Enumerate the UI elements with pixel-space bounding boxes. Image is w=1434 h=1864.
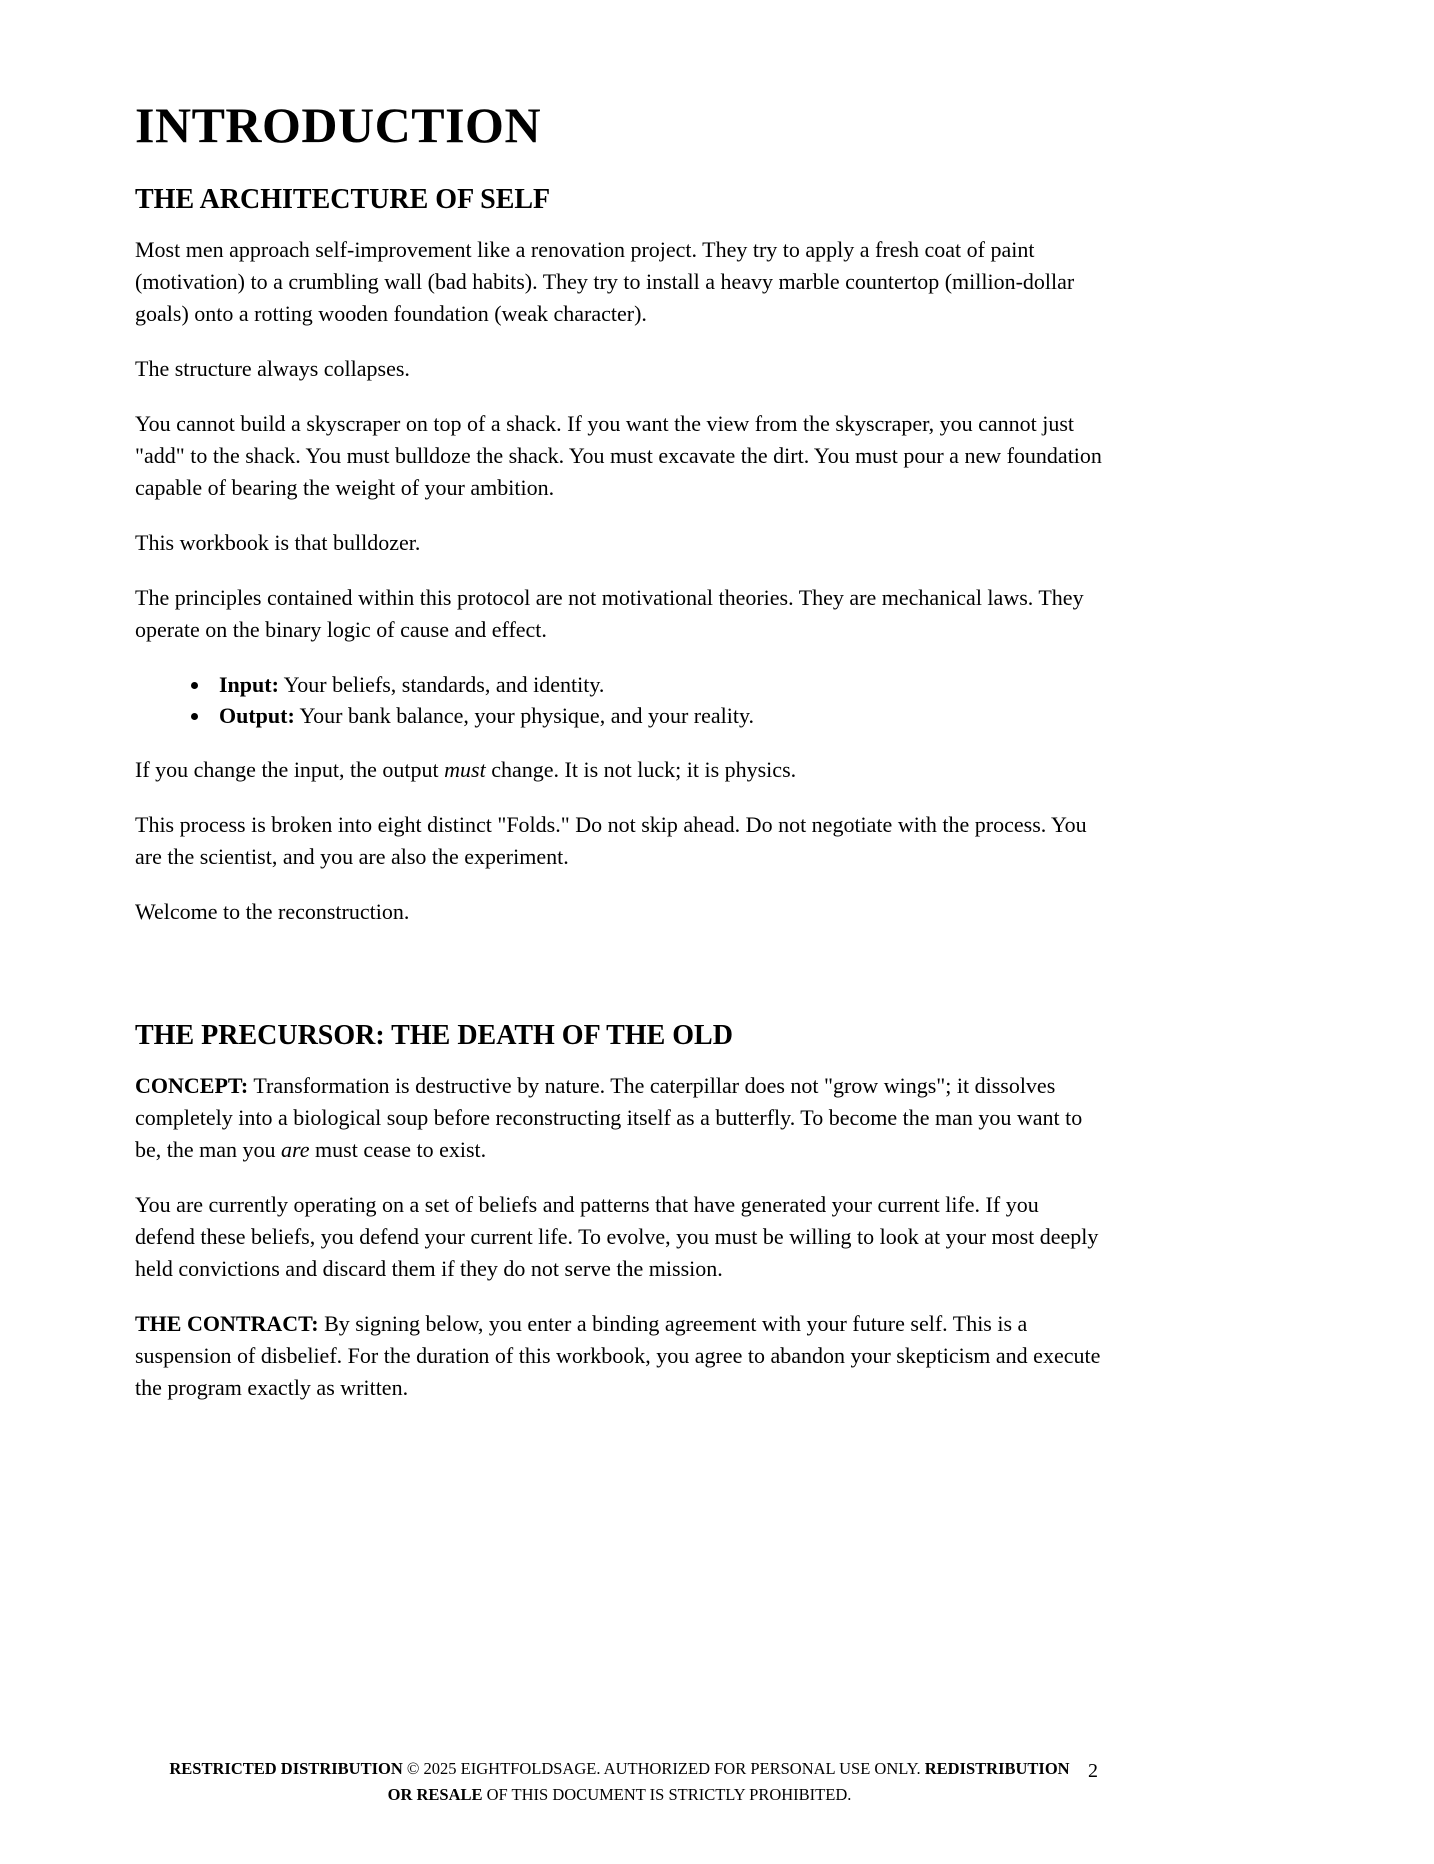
- text-segment: must cease to exist.: [309, 1137, 487, 1162]
- bullet-item: [211, 669, 1104, 700]
- text-segment: Your bank balance, your physique, and your reality.: [294, 703, 755, 728]
- text-segment: must: [444, 757, 486, 782]
- footer-notice: [135, 1756, 1104, 1808]
- text-segment: Transformation is destructive by nature. The caterpillar does not "grow wings"; it dissolves completely into a biological soup before reconstructing itself as a butterfly. To become the man you want to be, the man you: [135, 1073, 1083, 1162]
- text-segment: Input:: [219, 672, 279, 697]
- text-segment: This workbook is that bulldozer.: [135, 530, 421, 555]
- text-segment: You are currently operating on a set of beliefs and patterns that have generated your current life. If you defend these beliefs, you defend your current life. To evolve, you must be willing to look at your most deeply held convictions and discard them if they do not serve the mission.: [135, 1192, 1099, 1281]
- text-segment: CONCEPT:: [135, 1073, 249, 1098]
- bullet-list: [135, 669, 1104, 731]
- page-number: 2: [1088, 1760, 1098, 1782]
- text-segment: Your beliefs, standards, and identity.: [278, 672, 605, 697]
- paragraph: [135, 353, 1104, 385]
- text-segment: If you change the input, the output: [135, 757, 445, 782]
- text-segment: This process is broken into eight distinct "Folds." Do not skip ahead. Do not negotiate with the process. You are the scientist, and you are also the experiment.: [135, 812, 1087, 869]
- text-segment: The structure always collapses.: [135, 356, 410, 381]
- paragraph: [135, 234, 1104, 330]
- page-footer: [135, 1756, 1104, 1808]
- section-heading-architecture-of-self: THE ARCHITECTURE OF SELF: [135, 184, 551, 215]
- text-segment: You cannot build a skyscraper on top of a shack. If you want the view from the skyscraper, you cannot just "add" to the shack. You must bulldoze the shack. You must excavate the dirt. You must pour a new foundation capable of bearing the weight of your ambition.: [135, 411, 1102, 500]
- text-segment: Output:: [219, 703, 295, 728]
- paragraph: [135, 809, 1104, 873]
- text-segment: OF THIS DOCUMENT IS STRICTLY PROHIBITED.: [482, 1785, 852, 1804]
- text-segment: Welcome to the reconstruction.: [135, 899, 410, 924]
- paragraph: [135, 582, 1104, 646]
- paragraph: [135, 1070, 1104, 1166]
- page-title: INTRODUCTION: [135, 97, 542, 153]
- text-segment: By signing below, you enter a binding agreement with your future self. This is a suspension of disbelief. For the duration of this workbook, you agree to abandon your skepticism and execute the program exactly as written.: [135, 1311, 1101, 1400]
- text-segment: RESTRICTED DISTRIBUTION: [169, 1759, 403, 1778]
- text-segment: The principles contained within this protocol are not motivational theories. They are mechanical laws. They operate on the binary logic of cause and effect.: [135, 585, 1084, 642]
- text-segment: are: [281, 1137, 310, 1162]
- document-body: [135, 182, 1104, 1404]
- text-segment: THE CONTRACT:: [135, 1311, 319, 1336]
- paragraph: [135, 896, 1104, 928]
- text-segment: change. It is not luck; it is physics.: [485, 757, 797, 782]
- text-segment: © 2025 EIGHTFOLDSAGE. AUTHORIZED FOR PERSONAL USE ONLY.: [402, 1759, 925, 1778]
- text-segment: Most men approach self-improvement like a renovation project. They try to apply a fresh coat of paint (motivation) to a crumbling wall (bad habits). They try to install a heavy marble countertop (million-dollar goals) onto a rotting wooden foundation (weak character).: [135, 237, 1075, 326]
- bullet-item: [211, 700, 1104, 731]
- paragraph: [135, 1308, 1104, 1404]
- paragraph: [135, 527, 1104, 559]
- paragraph: [135, 1189, 1104, 1285]
- paragraph: [135, 408, 1104, 504]
- section-heading-precursor: THE PRECURSOR: THE DEATH OF THE OLD: [135, 1020, 733, 1051]
- paragraph: [135, 754, 1104, 786]
- text-segment: REDISTRIBUTION OR RESALE: [387, 1759, 1070, 1804]
